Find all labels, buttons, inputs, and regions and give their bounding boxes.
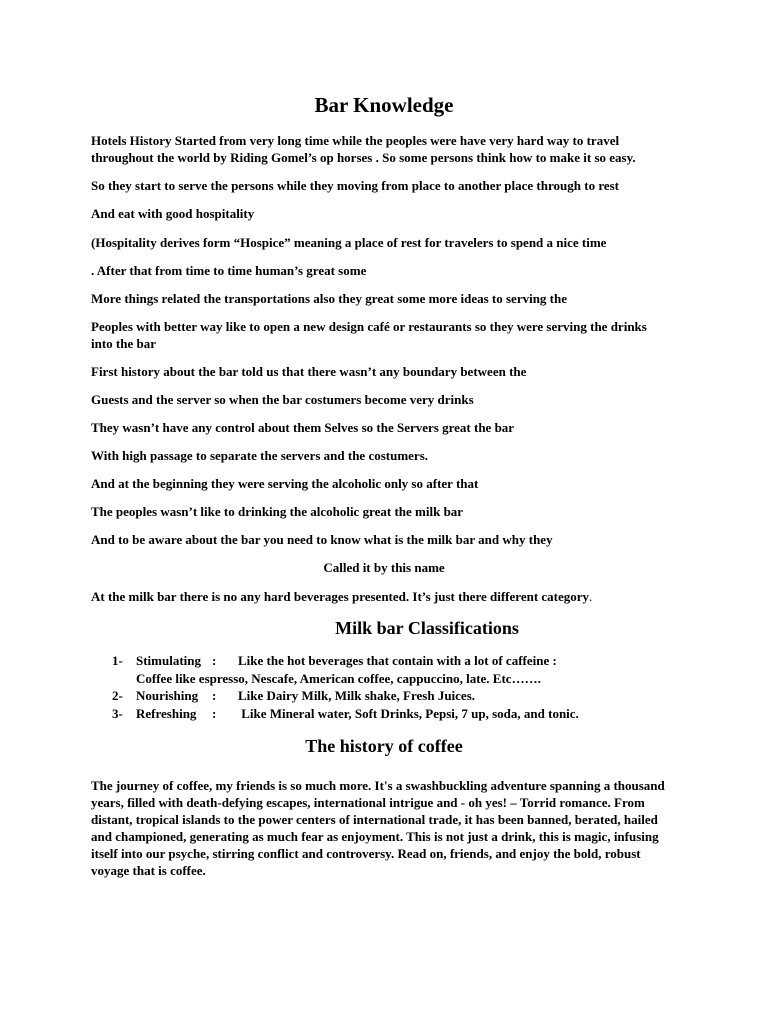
list-number: 3- bbox=[112, 706, 123, 721]
coffee-heading: The history of coffee bbox=[305, 736, 463, 756]
paragraph-high-passage: With high passage to separate the servers and the costumers. bbox=[91, 448, 429, 463]
paragraph-hotels-history: Hotels History Started from very long time while the peoples were have very hard way to travel throughout the world by Riding Gomel’s op horses . So some persons think how to make it so easy. bbox=[91, 133, 636, 165]
classification-description: Like the hot beverages that contain with a lot of caffeine : bbox=[238, 653, 557, 668]
paragraph-peoples-cafe: Peoples with better way like to open a new design café or restaurants so they were serving the drinks into the bar bbox=[91, 319, 647, 351]
paragraph-milk-bar bbox=[91, 588, 681, 605]
paragraph-serve-persons: So they start to serve the persons while they moving from place to another place through to rest bbox=[91, 178, 620, 193]
paragraph-guests-server: Guests and the server so when the bar costumers become very drinks bbox=[91, 392, 474, 407]
paragraph-after-that: . After that from time to time human’s great some bbox=[91, 263, 367, 278]
list-number: 1- bbox=[112, 653, 123, 668]
classification-item bbox=[112, 652, 672, 687]
classification-item bbox=[112, 705, 672, 723]
classification-item bbox=[112, 687, 672, 705]
classification-continuation: Coffee like espresso, Nescafe, American coffee, cappuccino, late. Etc……. bbox=[136, 670, 541, 686]
classifications-heading: Milk bar Classifications bbox=[335, 618, 519, 638]
classification-category: Nourishing bbox=[136, 688, 199, 703]
classification-description: Like Mineral water, Soft Drinks, Pepsi, 7 up, soda, and tonic. bbox=[238, 706, 579, 721]
paragraph-hospice: (Hospitality derives form “Hospice” meaning a place of rest for travelers to spend a nice time bbox=[91, 235, 607, 250]
list-number: 2- bbox=[112, 688, 123, 703]
paragraph-first-history: First history about the bar told us that there wasn’t any boundary between the bbox=[91, 364, 527, 379]
classification-category: Refreshing bbox=[136, 706, 197, 721]
paragraph-no-control: They wasn’t have any control about them Selves so the Servers great the bar bbox=[91, 420, 515, 435]
paragraph-milk-bar-origin: The peoples wasn’t like to drinking the alcoholic great the milk bar bbox=[91, 504, 464, 519]
classification-description: Like Dairy Milk, Milk shake, Fresh Juices. bbox=[238, 688, 476, 703]
classification-colon: : bbox=[212, 706, 217, 721]
paragraph-alcoholic-only: And at the beginning they were serving the alcoholic only so after that bbox=[91, 476, 479, 491]
classification-colon: : bbox=[212, 688, 217, 703]
classification-colon: : bbox=[212, 653, 217, 668]
milk-bar-period: . bbox=[589, 589, 593, 604]
paragraph-transportations: More things related the transportations also they great some more ideas to serving the bbox=[91, 291, 568, 306]
paragraph-be-aware: And to be aware about the bar you need to know what is the milk bar and why they bbox=[91, 532, 553, 547]
centered-line: Called it by this name bbox=[323, 560, 445, 575]
document-title: Bar Knowledge bbox=[314, 93, 454, 117]
paragraph-hospitality: And eat with good hospitality bbox=[91, 206, 255, 221]
paragraph-coffee-history: The journey of coffee, my friends is so much more. It's a swashbuckling adventure spanning a thousand years, filled with death-defying escapes, international intrigue and - oh yes! – Torrid romance. From distant, tropical islands to the power centers of international trade, it has been banned, berated, hailed and championed, generating as much fear as enjoyment. This is not just a drink, this is magic, infusing itself into our psyche, stirring conflict and controversy. Read on, friends, and enjoy the bold, robust voyage that is coffee. bbox=[91, 778, 665, 878]
milk-bar-text: At the milk bar there is no any hard beverages presented. It’s just there different category bbox=[91, 589, 590, 604]
classification-category: Stimulating bbox=[136, 653, 202, 668]
